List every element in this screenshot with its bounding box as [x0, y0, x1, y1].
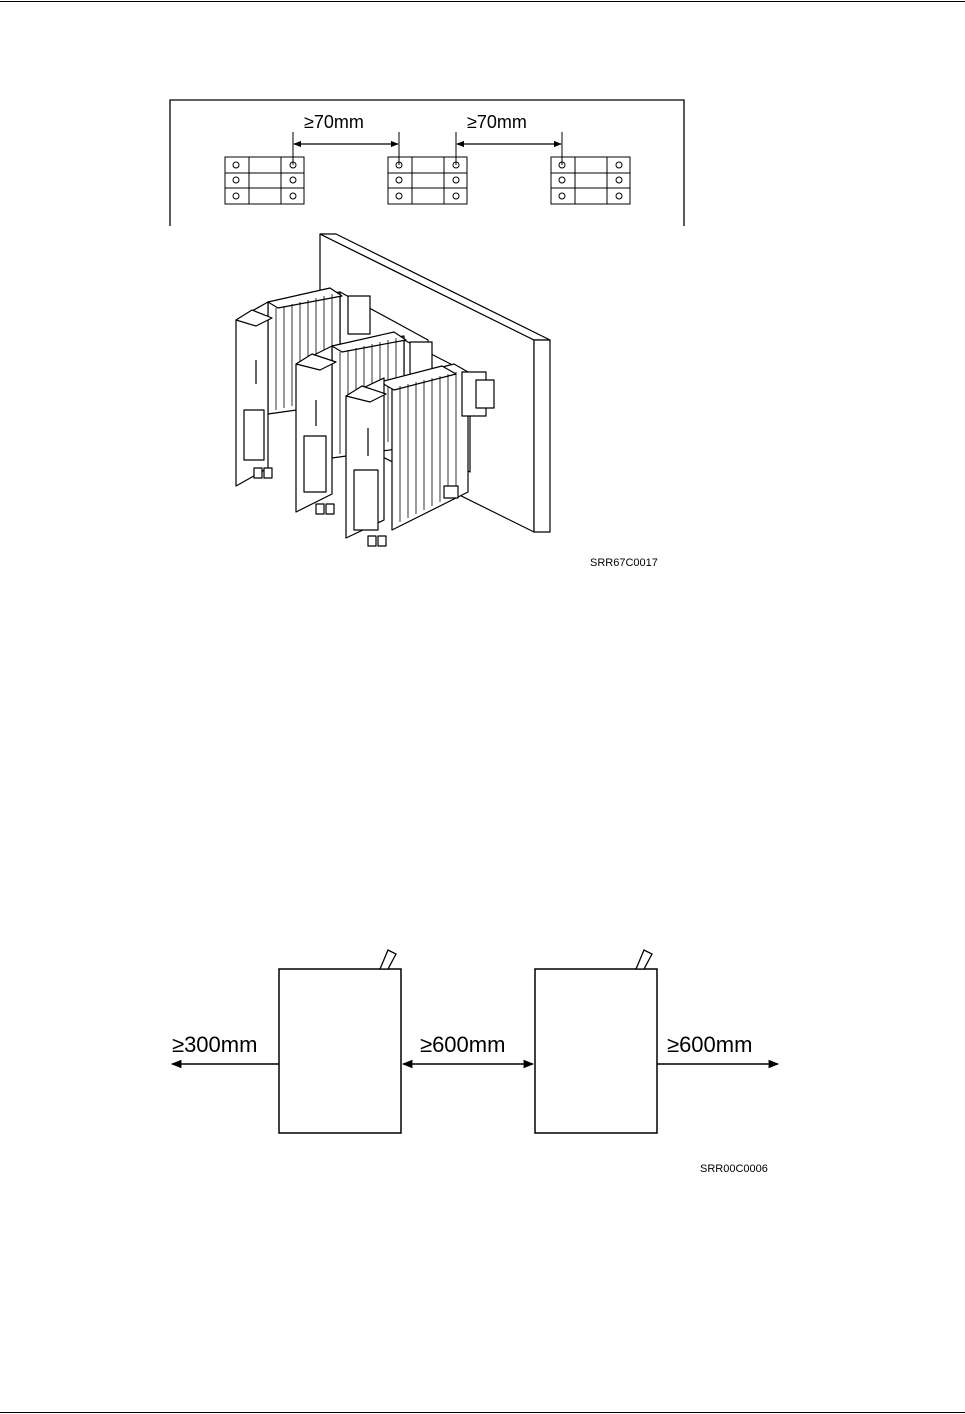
- bracket-3: [551, 157, 630, 204]
- cabinet-left: [279, 969, 401, 1133]
- bracket-1: [225, 157, 304, 204]
- figure2-clearance: [172, 950, 778, 1133]
- extension-lines: [293, 132, 562, 165]
- figure1-top-view: [170, 100, 684, 226]
- dim-label-right: ≥70mm: [467, 112, 527, 132]
- clearance-label-middle: ≥600mm: [420, 1032, 506, 1057]
- clearance-label-left: ≥300mm: [172, 1032, 258, 1057]
- cabinet-left-handle: [380, 950, 396, 969]
- cabinet-right: [535, 969, 657, 1133]
- figure2-code: SRR00C0006: [700, 1163, 768, 1175]
- figure1-code: SRR67C0017: [590, 557, 658, 569]
- clearance-label-right: ≥600mm: [667, 1032, 753, 1057]
- figure1-isometric-view: [236, 234, 550, 546]
- bracket-2: [388, 157, 467, 204]
- cabinet-right-handle: [636, 950, 652, 969]
- dim-label-left: ≥70mm: [304, 112, 364, 132]
